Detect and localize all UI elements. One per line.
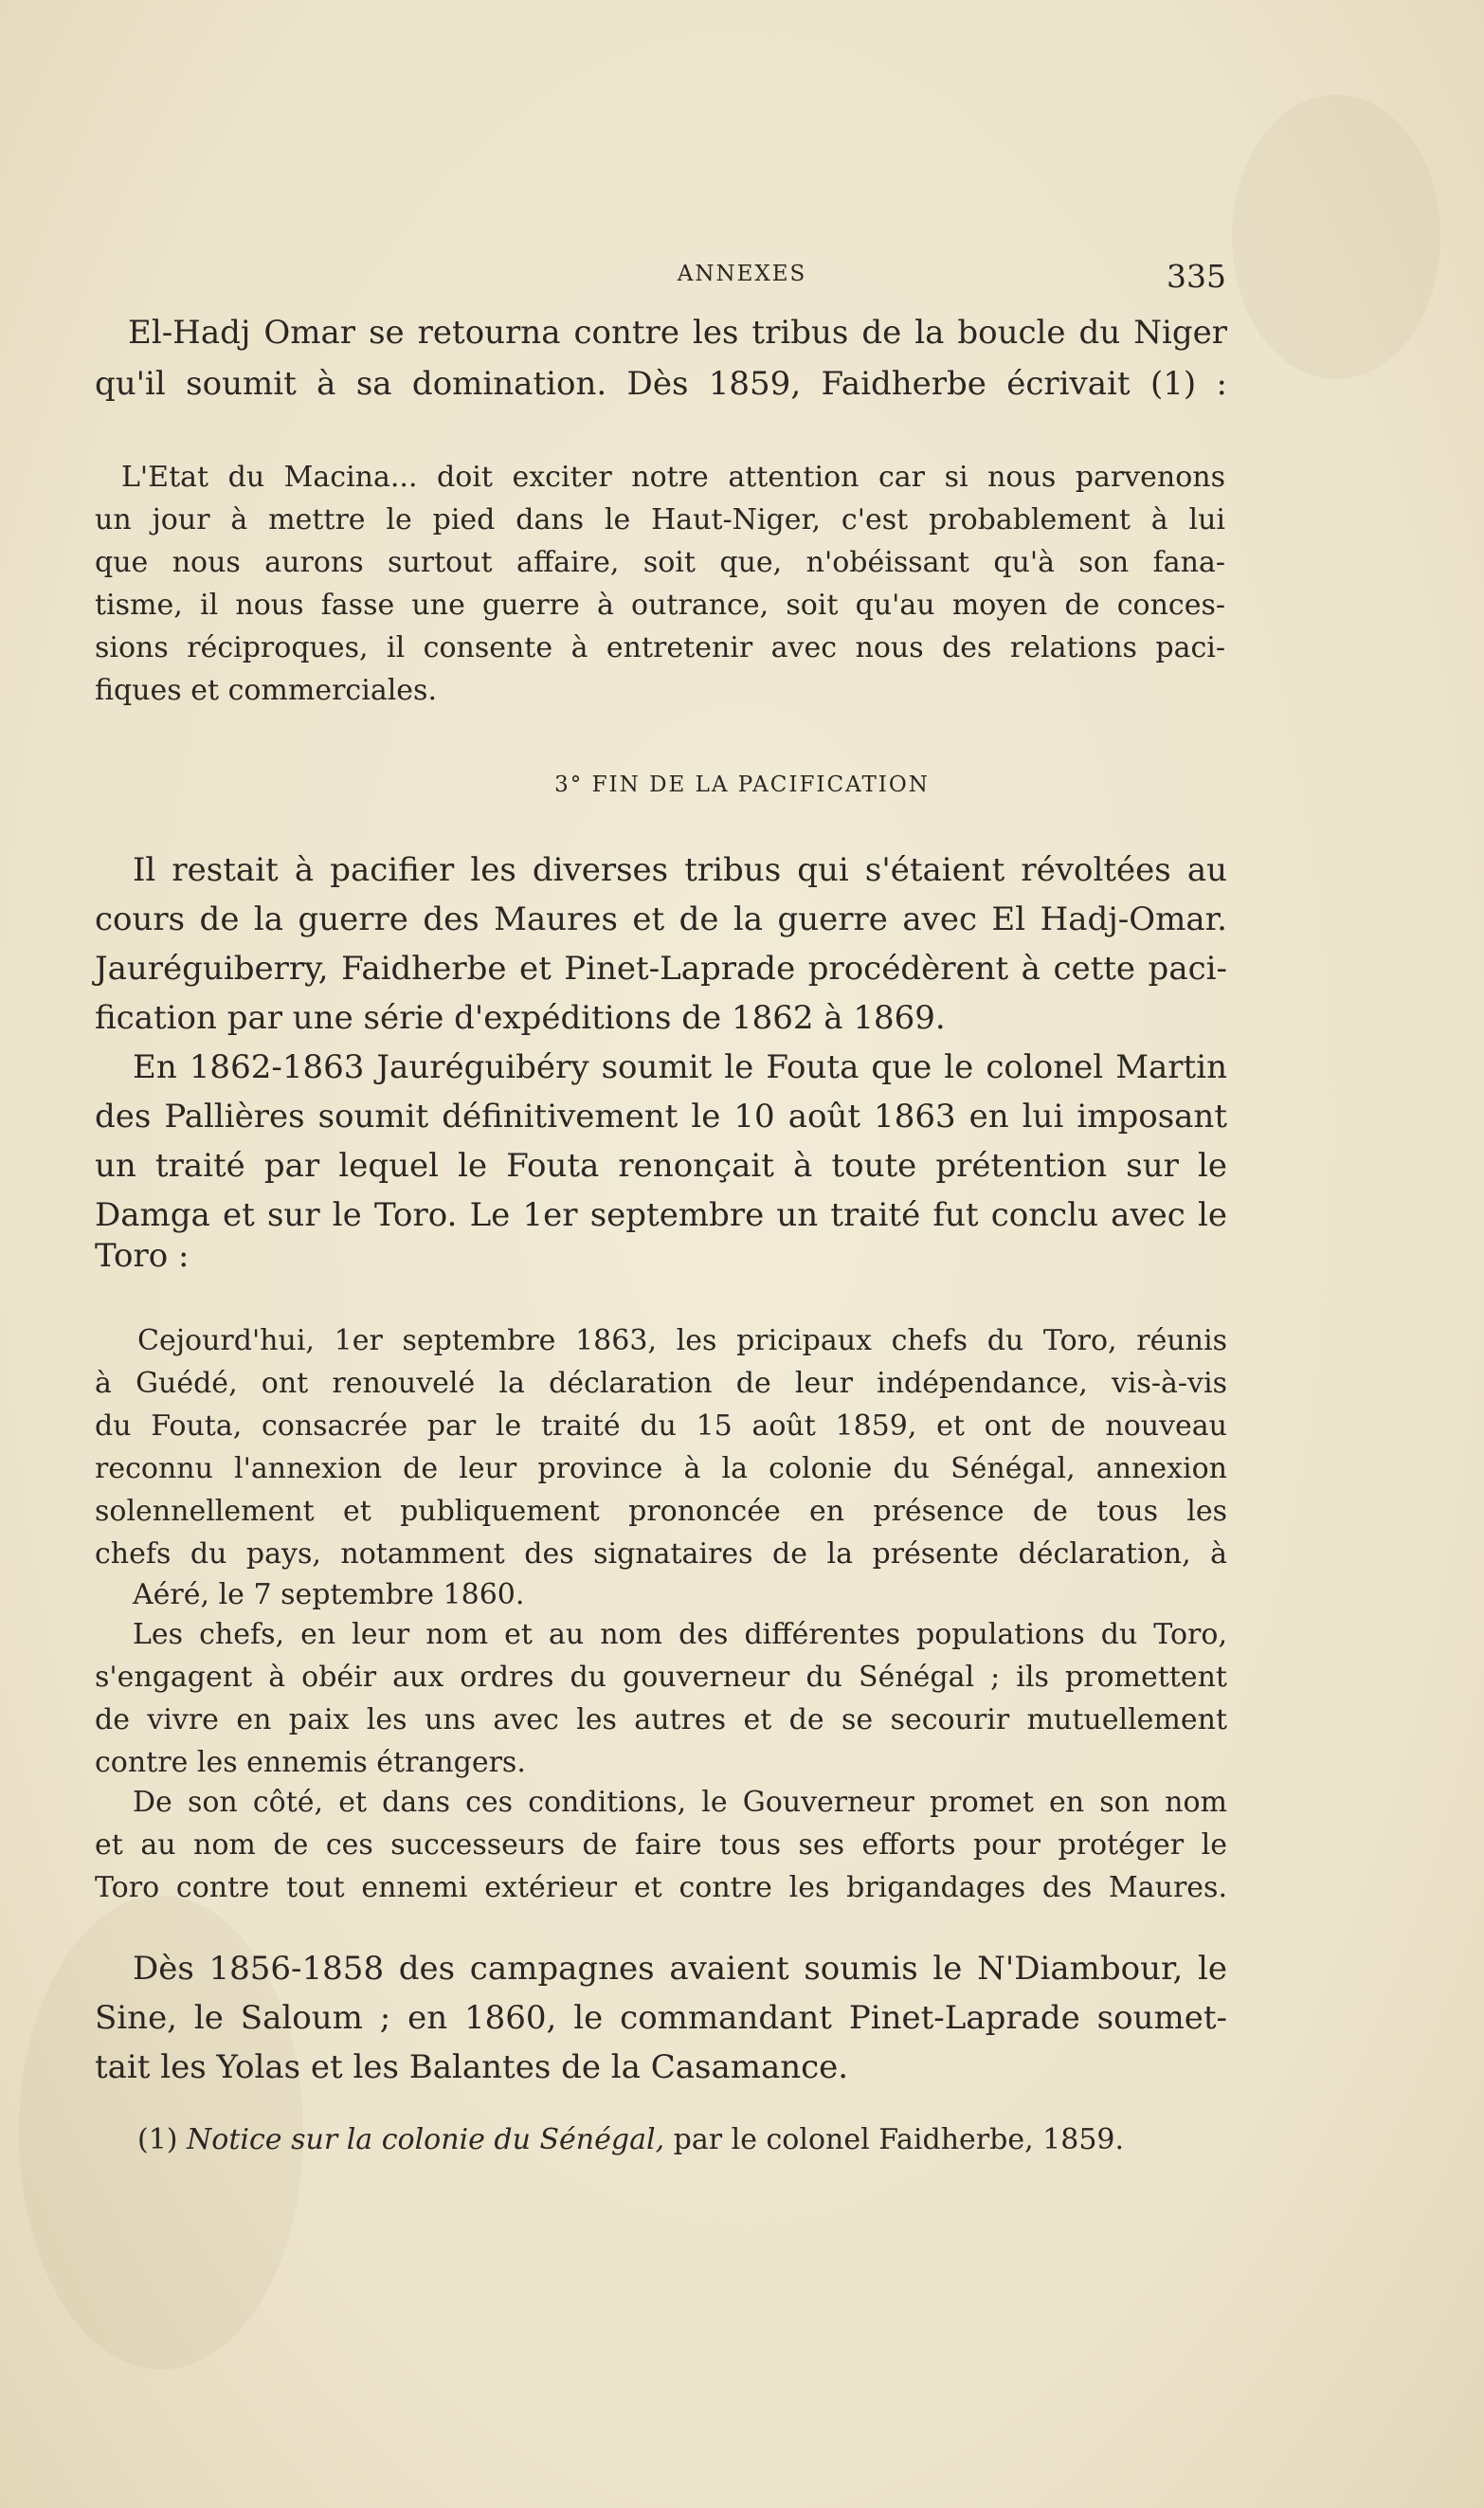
text-line: En 1862-1863 Jauréguibéry soumit le Fouta que le colonel Martin (133, 1048, 1227, 1086)
quote-line: que nous aurons surtout affaire, soit que, n'obéissant qu'à son fana- (95, 546, 1225, 579)
text-line: Il restait à pacifier les diverses tribus qui s'étaient révoltées au (133, 851, 1227, 889)
page-number: 335 (1167, 258, 1226, 295)
footnote-text: par le colonel Faidherbe, 1859. (673, 2123, 1125, 2156)
quote-line: du Fouta, consacrée par le traité du 15 août 1859, et ont de nouveau (95, 1409, 1227, 1443)
paper-stain (1232, 95, 1440, 379)
quote-line: De son côté, et dans ces conditions, le Gouverneur promet en son nom (133, 1786, 1227, 1819)
text-line: tait les Yolas et les Balantes de la Casamance. (95, 2048, 849, 2086)
book-page: ANNEXES 335 El-Hadj Omar se retourna contre les tribus de la boucle du Niger qu'il soumit à sa domination. Dès 1859, Faidherbe écrivait (1) : L'Etat du Macina... doit exciter notre attention car si nous parvenons un jour à mettre le pied dans le Haut-Niger, c'est probablement à lui que nous aurons surtout affaire, soit que, n'obéissant qu'à son fana- tisme, il nous fasse une guerre à outrance, soit qu'au moyen de conces- sions réciproques, il consente à entretenir avec nous des relations paci- fiques et commerciales. 3° FIN DE LA PACIFICATION Il restait à pacifier les diverses tribus qui s'étaient révoltées au cours de la guerre des Maures et de la guerre avec El Hadj-Omar. Jauréguiberry, Faidherbe et Pinet-Laprade procédèrent à cette paci- fication par une série d'expéditions de 1862 à 1869. En 1862-1863 Jauréguibéry soumit le Fouta que le colonel Martin des Pallières soumit définitivement le 10 août 1863 en lui imposant un traité par lequel le Fouta renonçait à toute prétention sur le Damga et sur le Toro. Le 1er septembre un traité fut conclu avec le Toro : Cejourd'hui, 1er septembre 1863, les pricipaux chefs du Toro, réunis à Guédé, ont renouvelé la déclaration de leur indépendance, vis-à-vis du Fouta, consacrée par le traité du 15 août 1859, et ont de nouveau reconnu l'annexion de leur province à la colonie du Sénégal, annexion solennellement et publiquement prononcée en présence de tous les chefs du pays, notamment des signataires de la présente déclaration, à Aéré, le 7 septembre 1860. Les chefs, en leur nom et au nom des différentes populations du Toro, s'engagent à obéir aux ordres du gouverneur du Sénégal ; ils promettent de vivre en paix les uns avec les autres et de se secourir mutuellement contre les ennemis étrangers. De son côté, et dans ces conditions, le Gouverneur promet en son nom et au nom de ces successeurs de faire tous ses efforts pour protéger le Toro contre tout ennemi extérieur et contre les brigandages des Maures. Dès 1856-1858 des campagnes avaient soumis le N'Diambour, le Sine, le Saloum ; en 1860, le commandant Pinet-Laprade soumet- tait les Yolas et les Balantes de la Casamance. (1) Notice sur la colonie du Sénégal, par le colonel Faidherbe, 1859. (0, 0, 1484, 2508)
text-line: Dès 1856-1858 des campagnes avaient soumis le N'Diambour, le (133, 1950, 1227, 1988)
text-line: fication par une série d'expéditions de 1862 à 1869. (95, 999, 946, 1037)
footnote-title: Notice sur la colonie du Sénégal, (187, 2123, 665, 2156)
quote-line: chefs du pays, notamment des signataires de la présente déclaration, à (95, 1537, 1227, 1571)
text-line: des Pallières soumit définitivement le 10 août 1863 en lui imposant (95, 1098, 1227, 1136)
quote-line: un jour à mettre le pied dans le Haut-Niger, c'est probablement à lui (95, 503, 1225, 536)
quote-line: L'Etat du Macina... doit exciter notre attention car si nous parvenons (121, 461, 1225, 494)
quote-line: à Guédé, ont renouvelé la déclaration de leur indépendance, vis-à-vis (95, 1367, 1227, 1400)
quote-line: Cejourd'hui, 1er septembre 1863, les pricipaux chefs du Toro, réunis (137, 1324, 1227, 1357)
footnote (137, 2123, 1124, 2156)
text-line: cours de la guerre des Maures et de la guerre avec El Hadj-Omar. (95, 900, 1227, 938)
quote-line: Les chefs, en leur nom et au nom des différentes populations du Toro, (133, 1618, 1227, 1651)
quote-line: reconnu l'annexion de leur province à la colonie du Sénégal, annexion (95, 1452, 1227, 1485)
quote-line: tisme, il nous fasse une guerre à outrance, soit qu'au moyen de conces- (95, 589, 1225, 622)
quote-line: fiques et commerciales. (95, 674, 437, 707)
running-head: ANNEXES (677, 262, 807, 286)
quote-line: contre les ennemis étrangers. (95, 1746, 526, 1779)
quote-line: s'engagent à obéir aux ordres du gouverneur du Sénégal ; ils promettent (95, 1661, 1227, 1694)
quote-line: Toro contre tout ennemi extérieur et contre les brigandages des Maures. (95, 1871, 1227, 1904)
text-line: Damga et sur le Toro. Le 1er septembre un traité fut conclu avec le (95, 1196, 1227, 1234)
text-line: Toro : (95, 1237, 190, 1275)
quote-line: solennellement et publiquement prononcée en présence de tous les (95, 1495, 1227, 1528)
text-line: un traité par lequel le Fouta renonçait à toute prétention sur le (95, 1147, 1227, 1185)
text-line: Jauréguiberry, Faidherbe et Pinet-Laprade procédèrent à cette paci- (95, 950, 1227, 988)
page-header (0, 258, 1484, 296)
text-line: Sine, le Saloum ; en 1860, le commandant Pinet-Laprade soumet- (95, 1999, 1227, 2037)
quote-line: de vivre en paix les uns avec les autres et de se secourir mutuellement (95, 1703, 1227, 1736)
section-title: 3° FIN DE LA PACIFICATION (554, 772, 930, 797)
footnote-marker: (1) (137, 2123, 178, 2156)
quote-line: sions réciproques, il consente à entretenir avec nous des relations paci- (95, 631, 1225, 664)
quote-line: et au nom de ces successeurs de faire tous ses efforts pour protéger le (95, 1828, 1227, 1862)
quote-line: Aéré, le 7 septembre 1860. (133, 1578, 525, 1611)
